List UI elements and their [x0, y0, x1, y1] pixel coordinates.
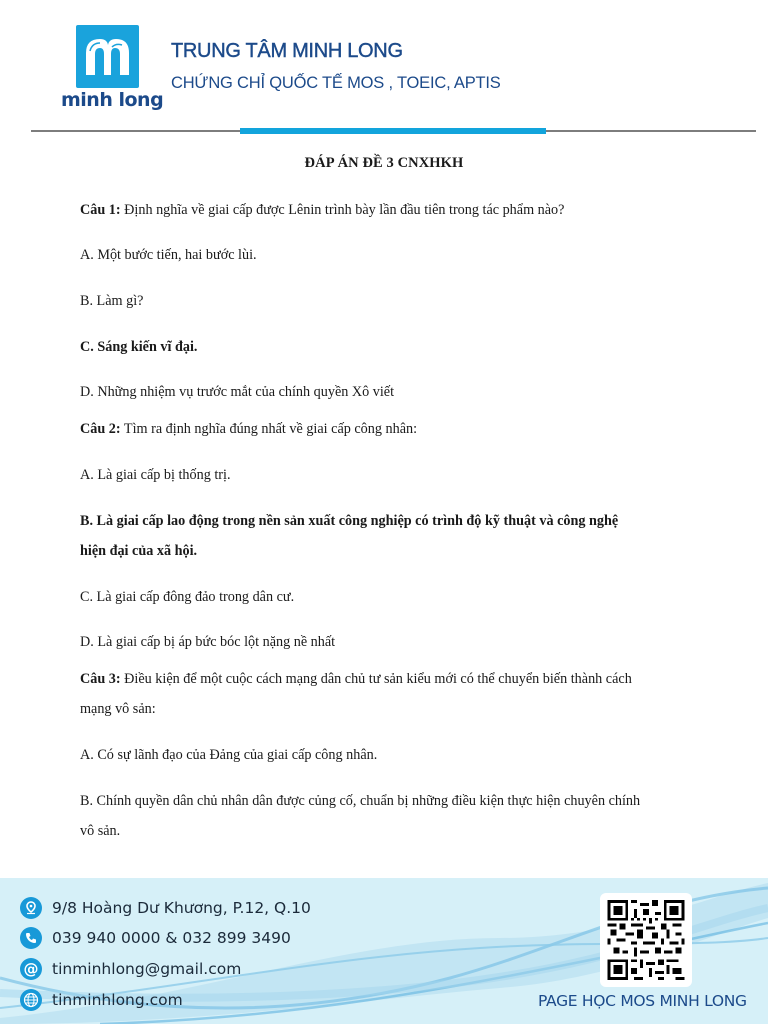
q2-option-d: D. Là giai cấp bị áp bức bóc lột nặng nề nhất: [80, 634, 336, 650]
question-label: Câu 2:: [80, 421, 121, 437]
question-text: Định nghĩa về giai cấp được Lênin trình bày lần đầu tiên trong tác phẩm nào?: [120, 202, 565, 218]
q3-option-b-line2: vô sản.: [80, 823, 121, 839]
q2-option-b-correct-line1: B. Là giai cấp lao động trong nền sản xuất công nghiệp có trình độ kỹ thuật và công nghệ: [80, 513, 619, 529]
q1-option-a: A. Một bước tiến, hai bước lùi.: [80, 247, 257, 263]
q1-option-d: D. Những nhiệm vụ trước mắt của chính quyền Xô viết: [80, 384, 395, 400]
question-1: [80, 200, 564, 220]
q2-option-b-correct-line2: hiện đại của xã hội.: [80, 543, 198, 559]
location-pin-icon: [20, 897, 42, 919]
phone-icon: [20, 927, 42, 949]
q2-option-a: A. Là giai cấp bị thống trị.: [80, 467, 231, 483]
contact-website: [20, 989, 183, 1011]
contact-address: [20, 897, 311, 919]
q3-option-a: A. Có sự lãnh đạo của Đảng của giai cấp công nhân.: [80, 747, 378, 763]
question-label: Câu 1:: [80, 202, 121, 218]
brand-subtitle: CHỨNG CHỈ QUỐC TẾ MOS , TOEIC, APTIS: [171, 74, 501, 92]
contact-phone: [20, 927, 291, 949]
at-sign-icon: @: [20, 958, 42, 980]
logo-wordmark: minh long: [61, 89, 164, 111]
q2-option-c: C. Là giai cấp đông đảo trong dân cư.: [80, 589, 295, 605]
website-text: tinminhlong.com: [52, 991, 183, 1009]
question-3-line1: [80, 669, 632, 689]
globe-icon: [20, 989, 42, 1011]
email-text: tinminhlong@gmail.com: [52, 960, 242, 978]
document-title: ĐÁP ÁN ĐỀ 3 CNXHKH: [304, 155, 464, 171]
minh-long-logo: [61, 25, 164, 115]
contact-email: [20, 958, 241, 980]
question-label: Câu 3:: [80, 671, 121, 687]
question-2: [80, 419, 417, 439]
qr-page-label: PAGE HỌC MOS MINH LONG: [538, 992, 747, 1010]
header-accent-bar: [240, 128, 546, 134]
q3-option-b-line1: B. Chính quyền dân chủ nhân dân được củng cố, chuẩn bị những điều kiện thực hiện chuyên chính: [80, 793, 641, 809]
address-text: 9/8 Hoàng Dư Khương, P.12, Q.10: [52, 899, 311, 917]
phone-text: 039 940 0000 & 032 899 3490: [52, 929, 291, 947]
qr-code[interactable]: [600, 893, 692, 987]
q1-option-b: B. Làm gì?: [80, 293, 144, 309]
logo-m-icon: [76, 25, 139, 88]
question-text: Điều kiện để một cuộc cách mạng dân chủ tư sản kiểu mới có thể chuyển biến thành cách: [120, 671, 632, 687]
question-text: Tìm ra định nghĩa đúng nhất về giai cấp công nhân:: [120, 421, 418, 437]
question-3-line2: mạng vô sản:: [80, 701, 156, 717]
brand-title: TRUNG TÂM MINH LONG: [171, 40, 403, 62]
qr-code-pattern: [607, 900, 685, 980]
footer-banner: [0, 878, 768, 1024]
q1-option-c-correct: C. Sáng kiến vĩ đại.: [80, 339, 198, 355]
